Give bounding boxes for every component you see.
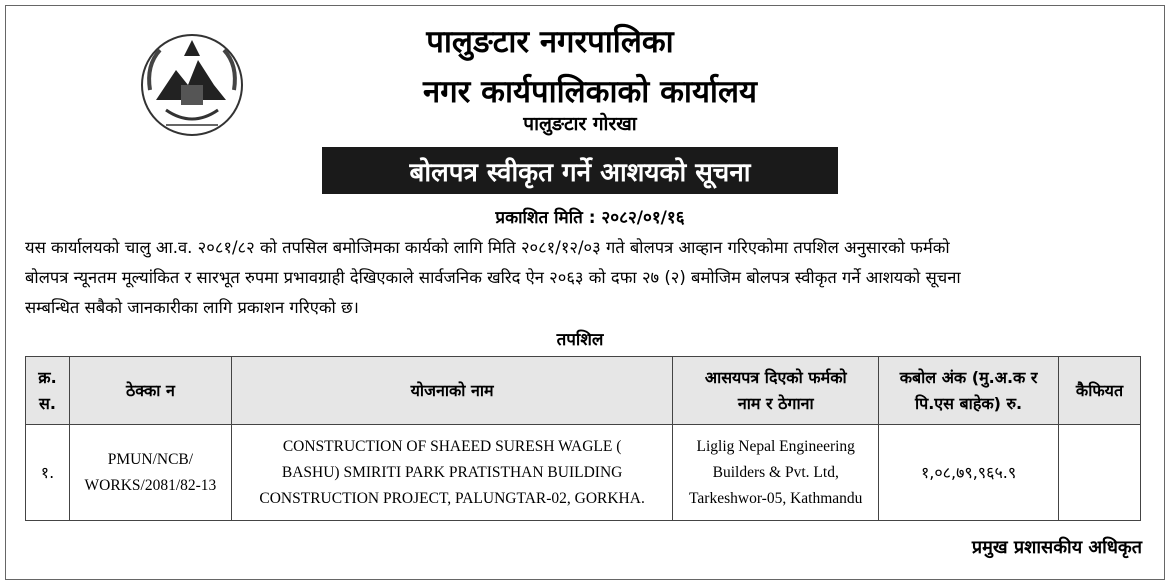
body-line: सम्बन्धित सबैको जानकारीका लागि प्रकाशन गरिएको छ।	[25, 298, 359, 317]
cell-firm	[673, 425, 879, 521]
signatory: प्रमुख प्रशासकीय अधिकृत	[971, 537, 1142, 558]
body-line: यस कार्यालयको चालु आ.व. २०८१/८२ को तपसिल बमोजिमका कार्यको लागि मिति २०८१/१२/०३ गते बोलपत्र आव्हान गरिएकोमा तपशिल अनुसारको फर्मको	[25, 238, 950, 257]
header-firm-line2: नाम र ठेगाना	[737, 393, 814, 413]
details-table	[25, 356, 1141, 521]
header-bid-line2: पि.एस बाहेक) रु.	[915, 393, 1023, 413]
nepal-government-emblem-logo	[136, 30, 248, 140]
firm-line3: Tarkeshwor-05, Kathmandu	[689, 489, 863, 507]
header-firm	[673, 357, 879, 425]
body-line: बोलपत्र न्यूनतम मूल्यांकित र सारभूत रुपमा प्रभावग्राही देखिएकाले सार्वजनिक खरिद ऐन २०६३ को दफा २७ (२) बमोजिम बोलपत्र स्वीकृत गर्ने आशयको सूचना	[25, 268, 961, 287]
cell-bid-amount: १,०८,७९,९६५.९	[879, 425, 1059, 521]
header-project: योजनाको नाम	[231, 357, 672, 425]
project-line1: CONSTRUCTION OF SHAEED SURESH WAGLE (	[282, 437, 622, 455]
header-contract: ठेक्का न	[69, 357, 231, 425]
notice-body	[25, 233, 1165, 323]
cell-remarks	[1059, 425, 1141, 521]
office-name: नगर कार्यपालिकाको कार्यालय	[423, 74, 757, 110]
table-row	[26, 425, 1141, 521]
notice-title-banner	[322, 147, 838, 194]
header-sn	[26, 357, 70, 425]
notice-title: बोलपत्र स्वीकृत गर्ने आशयको सूचना	[409, 157, 751, 188]
contract-line1: PMUN/NCB/	[107, 450, 194, 468]
project-line3: CONSTRUCTION PROJECT, PALUNGTAR-02, GORKHA.	[259, 489, 645, 507]
header-sn-line1: क्र.	[38, 367, 57, 387]
header-remarks: कैफियत	[1059, 357, 1141, 425]
table-header-row	[26, 357, 1141, 425]
header-firm-line1: आसयपत्र दिएको फर्मको	[704, 367, 847, 387]
header-bid-amount	[879, 357, 1059, 425]
firm-line1: Liglig Nepal Engineering	[696, 437, 855, 455]
cell-contract	[69, 425, 231, 521]
cell-sn: १.	[26, 425, 70, 521]
cell-project	[231, 425, 672, 521]
published-date: प्रकाशित मिति : २०८२/०१/१६	[495, 208, 685, 228]
office-address: पालुङटार गोरखा	[523, 113, 637, 135]
header-sn-line2: स.	[39, 393, 56, 413]
project-line2: BASHU) SMIRITI PARK PRATISTHAN BUILDING	[281, 463, 623, 481]
header-bid-line1: कबोल अंक (मु.अ.क र	[899, 367, 1038, 387]
contract-line2: WORKS/2081/82-13	[84, 476, 217, 494]
municipality-name: पालुङटार नगरपालिका	[426, 24, 674, 60]
firm-line2: Builders & Pvt. Ltd,	[712, 463, 839, 481]
table-caption: तपशिल	[556, 330, 604, 350]
